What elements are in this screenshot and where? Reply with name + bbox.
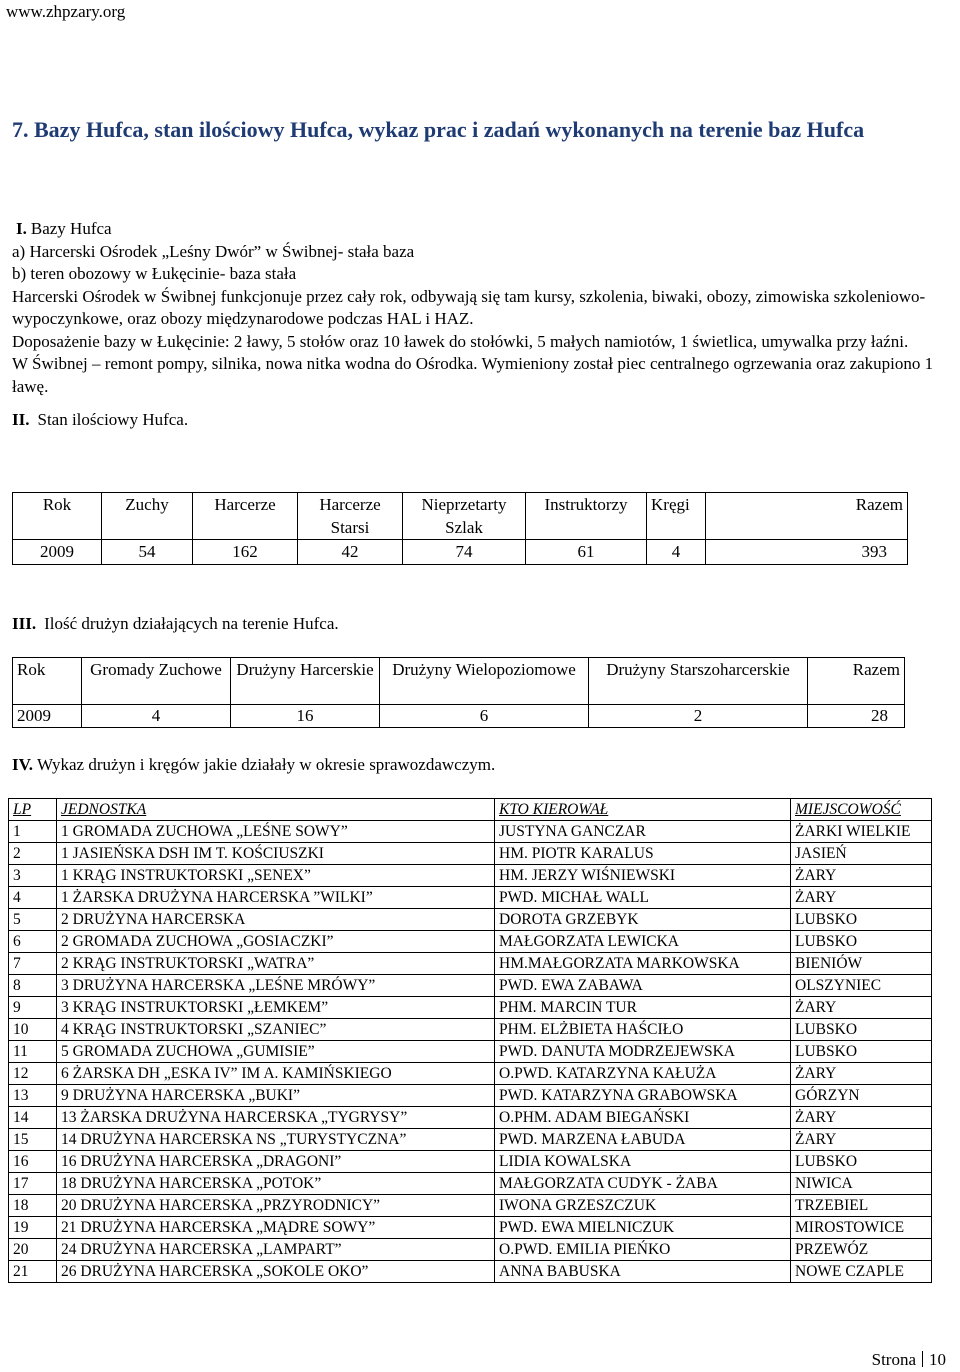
wykaz-cell-jednostka: 4 KRĄG INSTRUKTORSKI „SZANIEC” xyxy=(57,1019,495,1041)
wykaz-cell-jednostka: 3 DRUŻYNA HARCERSKA „LEŚNE MRÓWY” xyxy=(57,975,495,997)
wykaz-cell-kierowal: HM.MAŁGORZATA MARKOWSKA xyxy=(495,953,791,975)
wykaz-cell-jednostka: 1 ŻARSKA DRUŻYNA HARCERSKA ”WILKI” xyxy=(57,887,495,909)
wykaz-cell-lp: 9 xyxy=(9,997,57,1019)
wykaz-cell-miejscowosc: ŻARY xyxy=(791,1107,932,1129)
section-4-numeral: IV. xyxy=(12,755,33,774)
wykaz-row xyxy=(9,1041,932,1063)
stan-header-row xyxy=(13,493,908,540)
wykaz-row xyxy=(9,1019,932,1041)
wykaz-cell-lp: 12 xyxy=(9,1063,57,1085)
stan-col-nieprzetarty: Nieprzetarty Szlak xyxy=(403,493,526,540)
stan-cell: 393 xyxy=(706,540,908,565)
section-1-numeral: I. xyxy=(16,219,27,238)
count-col-starszoharcerskie: Drużyny Starszoharcerskie xyxy=(589,658,808,705)
wykaz-cell-kierowal: HM. PIOTR KARALUS xyxy=(495,843,791,865)
wykaz-cell-miejscowosc: LUBSKO xyxy=(791,1151,932,1173)
wykaz-row xyxy=(9,975,932,997)
wykaz-cell-lp: 7 xyxy=(9,953,57,975)
wykaz-cell-jednostka: 2 GROMADA ZUCHOWA „GOSIACZKI” xyxy=(57,931,495,953)
stan-col-harcerze: Harcerze xyxy=(193,493,298,540)
section-2-numeral: II. xyxy=(12,410,30,429)
stan-cell: 162 xyxy=(193,540,298,565)
stan-col-instruktorzy: Instruktorzy xyxy=(526,493,647,540)
section-4-title xyxy=(12,755,495,775)
wykaz-cell-kierowal: O.PWD. EMILIA PIEŃKO xyxy=(495,1239,791,1261)
page-heading xyxy=(12,114,942,145)
stan-col-harcerze-starsi: Harcerze Starsi xyxy=(298,493,403,540)
wykaz-cell-kierowal: MAŁGORZATA LEWICKA xyxy=(495,931,791,953)
wykaz-cell-kierowal: O.PWD. KATARZYNA KAŁUŻA xyxy=(495,1063,791,1085)
wykaz-cell-kierowal: PWD. MARZENA ŁABUDA xyxy=(495,1129,791,1151)
wykaz-cell-kierowal: IWONA GRZESZCZUK xyxy=(495,1195,791,1217)
wykaz-row xyxy=(9,1239,932,1261)
wykaz-cell-jednostka: 2 KRĄG INSTRUKTORSKI „WATRA” xyxy=(57,953,495,975)
wykaz-cell-miejscowosc: BIENIÓW xyxy=(791,953,932,975)
stan-col-rok: Rok xyxy=(13,493,102,540)
section-4-title-text: Wykaz drużyn i kręgów jakie działały w okresie sprawozdawczym. xyxy=(36,755,496,774)
wykaz-row xyxy=(9,953,932,975)
heading-text: Bazy Hufca, stan ilościowy Hufca, wykaz prac i zadań wykonanych na terenie baz Hufca xyxy=(34,117,865,142)
wykaz-cell-jednostka: 13 ŻARSKA DRUŻYNA HARCERSKA „TYGRYSY” xyxy=(57,1107,495,1129)
section-3-numeral: III. xyxy=(12,614,37,633)
count-col-wielopoziomowe: Drużyny Wielopoziomowe xyxy=(380,658,589,705)
wykaz-col-lp: LP xyxy=(9,799,57,821)
wykaz-cell-jednostka: 1 JASIEŃSKA DSH IM T. KOŚCIUSZKI xyxy=(57,843,495,865)
footer-label: Strona xyxy=(871,1350,916,1369)
wykaz-cell-miejscowosc: NIWICA xyxy=(791,1173,932,1195)
wykaz-cell-jednostka: 1 GROMADA ZUCHOWA „LEŚNE SOWY” xyxy=(57,821,495,843)
base-line-a: a) Harcerski Ośrodek „Leśny Dwór” w Świbnej- stała baza xyxy=(12,241,415,261)
stan-cell: 61 xyxy=(526,540,647,565)
wykaz-cell-lp: 18 xyxy=(9,1195,57,1217)
wykaz-cell-miejscowosc: PRZEWÓZ xyxy=(791,1239,932,1261)
wykaz-row xyxy=(9,1217,932,1239)
wykaz-cell-kierowal: PHM. ELŻBIETA HAŚCIŁO xyxy=(495,1019,791,1041)
wykaz-cell-kierowal: JUSTYNA GANCZAR xyxy=(495,821,791,843)
section-bazy xyxy=(12,218,942,432)
wykaz-row xyxy=(9,1129,932,1151)
wykaz-row xyxy=(9,1173,932,1195)
wykaz-cell-jednostka: 26 DRUŻYNA HARCERSKA „SOKOLE OKO” xyxy=(57,1261,495,1283)
wykaz-cell-miejscowosc: ŻARY xyxy=(791,1129,932,1151)
wykaz-cell-miejscowosc: TRZEBIEL xyxy=(791,1195,932,1217)
wykaz-cell-lp: 13 xyxy=(9,1085,57,1107)
wykaz-cell-miejscowosc: MIROSTOWICE xyxy=(791,1217,932,1239)
stan-cell: 42 xyxy=(298,540,403,565)
wykaz-row xyxy=(9,1151,932,1173)
lukecin-equipment: Doposażenie bazy w Łukęcinie: 2 ławy, 5 stołów oraz 10 ławek do stołówki, 5 małych namiotów, 1 świetlica, umywalka przy łaźni. xyxy=(12,331,909,351)
stan-col-razem: Razem xyxy=(706,493,908,540)
wykaz-cell-jednostka: 20 DRUŻYNA HARCERSKA „PRZYRODNICY” xyxy=(57,1195,495,1217)
wykaz-cell-kierowal: O.PHM. ADAM BIEGAŃSKI xyxy=(495,1107,791,1129)
section-2-title-text: Stan ilościowy Hufca. xyxy=(37,410,189,429)
count-cell: 2 xyxy=(589,705,808,728)
wykaz-row xyxy=(9,1063,932,1085)
section-3-title-text: Ilość drużyn działających na terenie Hufca. xyxy=(44,614,339,633)
count-cell: 6 xyxy=(380,705,589,728)
wykaz-row xyxy=(9,997,932,1019)
wykaz-cell-miejscowosc: LUBSKO xyxy=(791,1041,932,1063)
wykaz-cell-jednostka: 2 DRUŻYNA HARCERSKA xyxy=(57,909,495,931)
wykaz-cell-lp: 1 xyxy=(9,821,57,843)
wykaz-cell-jednostka: 16 DRUŻYNA HARCERSKA „DRAGONI” xyxy=(57,1151,495,1173)
wykaz-cell-lp: 8 xyxy=(9,975,57,997)
wykaz-row xyxy=(9,1107,932,1129)
stan-col-kregi: Kręgi xyxy=(647,493,706,540)
wykaz-cell-lp: 19 xyxy=(9,1217,57,1239)
stan-cell: 4 xyxy=(647,540,706,565)
wykaz-cell-lp: 21 xyxy=(9,1261,57,1283)
wykaz-cell-lp: 5 xyxy=(9,909,57,931)
wykaz-cell-kierowal: PHM. MARCIN TUR xyxy=(495,997,791,1019)
wykaz-cell-jednostka: 6 ŻARSKA DH „ESKA IV” IM A. KAMIŃSKIEGO xyxy=(57,1063,495,1085)
wykaz-cell-miejscowosc: ŻARY xyxy=(791,865,932,887)
wykaz-cell-miejscowosc: NOWE CZAPLE xyxy=(791,1261,932,1283)
section-1-title-text: Bazy Hufca xyxy=(30,219,112,238)
wykaz-cell-kierowal: ANNA BABUSKA xyxy=(495,1261,791,1283)
count-col-razem: Razem xyxy=(808,658,905,705)
wykaz-cell-lp: 2 xyxy=(9,843,57,865)
wykaz-cell-miejscowosc: LUBSKO xyxy=(791,909,932,931)
wykaz-col-kto-kierowal: KTO KIEROWAŁ xyxy=(495,799,791,821)
wykaz-cell-kierowal: DOROTA GRZEBYK xyxy=(495,909,791,931)
wykaz-cell-kierowal: PWD. EWA ZABAWA xyxy=(495,975,791,997)
count-data-row xyxy=(13,705,905,728)
wykaz-table xyxy=(8,798,932,1283)
count-header-row xyxy=(13,658,905,705)
wykaz-cell-jednostka: 24 DRUŻYNA HARCERSKA „LAMPART” xyxy=(57,1239,495,1261)
wykaz-cell-lp: 14 xyxy=(9,1107,57,1129)
wykaz-row xyxy=(9,1195,932,1217)
wykaz-col-jednostka: JEDNOSTKA xyxy=(57,799,495,821)
wykaz-cell-lp: 17 xyxy=(9,1173,57,1195)
count-cell: 28 xyxy=(808,705,905,728)
wykaz-cell-lp: 10 xyxy=(9,1019,57,1041)
wykaz-cell-lp: 20 xyxy=(9,1239,57,1261)
stan-cell: 74 xyxy=(403,540,526,565)
wykaz-cell-jednostka: 3 KRĄG INSTRUKTORSKI „ŁEMKEM” xyxy=(57,997,495,1019)
heading-number: 7. xyxy=(12,117,29,142)
wykaz-cell-kierowal: LIDIA KOWALSKA xyxy=(495,1151,791,1173)
count-cell: 4 xyxy=(82,705,231,728)
footer-separator xyxy=(922,1351,923,1367)
wykaz-cell-kierowal: MAŁGORZATA CUDYK - ŻABA xyxy=(495,1173,791,1195)
wykaz-cell-jednostka: 5 GROMADA ZUCHOWA „GUMISIE” xyxy=(57,1041,495,1063)
wykaz-row xyxy=(9,909,932,931)
wykaz-cell-miejscowosc: ŻARKI WIELKIE xyxy=(791,821,932,843)
wykaz-row xyxy=(9,865,932,887)
wykaz-row xyxy=(9,1085,932,1107)
wykaz-cell-kierowal: PWD. MICHAŁ WALL xyxy=(495,887,791,909)
stan-cell: 54 xyxy=(102,540,193,565)
count-col-gromady: Gromady Zuchowe xyxy=(82,658,231,705)
count-cell: 2009 xyxy=(13,705,82,728)
wykaz-cell-miejscowosc: JASIEŃ xyxy=(791,843,932,865)
stan-data-row xyxy=(13,540,908,565)
wykaz-cell-jednostka: 14 DRUŻYNA HARCERSKA NS „TURYSTYCZNA” xyxy=(57,1129,495,1151)
wykaz-cell-miejscowosc: LUBSKO xyxy=(791,931,932,953)
page-footer xyxy=(872,1350,946,1370)
count-col-harcerskie: Drużyny Harcerskie xyxy=(231,658,380,705)
druzyny-count-table xyxy=(12,657,905,728)
site-url[interactable]: www.zhpzary.org xyxy=(6,2,126,21)
wykaz-cell-miejscowosc: ŻARY xyxy=(791,1063,932,1085)
stan-col-zuchy: Zuchy xyxy=(102,493,193,540)
page-number: 10 xyxy=(929,1350,946,1369)
wykaz-cell-lp: 6 xyxy=(9,931,57,953)
base-line-b: b) teren obozowy w Łukęcinie- baza stała xyxy=(12,264,297,283)
section-2-title xyxy=(12,409,942,432)
wykaz-body xyxy=(9,821,932,1283)
swibna-repairs: W Świbnej – remont pompy, silnika, nowa nitka wodna do Ośrodka. Wymieniony został piec centralnego ogrzewania oraz zakupiono 1 ławę. xyxy=(12,354,934,396)
wykaz-cell-jednostka: 18 DRUŻYNA HARCERSKA „POTOK” xyxy=(57,1173,495,1195)
wykaz-cell-kierowal: PWD. KATARZYNA GRABOWSKA xyxy=(495,1085,791,1107)
count-cell: 16 xyxy=(231,705,380,728)
wykaz-cell-kierowal: PWD. DANUTA MODRZEJEWSKA xyxy=(495,1041,791,1063)
wykaz-cell-miejscowosc: LUBSKO xyxy=(791,1019,932,1041)
section-1-title xyxy=(12,218,942,241)
wykaz-cell-jednostka: 9 DRUŻYNA HARCERSKA „BUKI” xyxy=(57,1085,495,1107)
wykaz-cell-lp: 4 xyxy=(9,887,57,909)
wykaz-cell-miejscowosc: OLSZYNIEC xyxy=(791,975,932,997)
wykaz-cell-miejscowosc: ŻARY xyxy=(791,887,932,909)
wykaz-cell-miejscowosc: ŻARY xyxy=(791,997,932,1019)
wykaz-cell-lp: 15 xyxy=(9,1129,57,1151)
wykaz-cell-jednostka: 21 DRUŻYNA HARCERSKA „MĄDRE SOWY” xyxy=(57,1217,495,1239)
wykaz-cell-kierowal: HM. JERZY WIŚNIEWSKI xyxy=(495,865,791,887)
wykaz-cell-lp: 11 xyxy=(9,1041,57,1063)
wykaz-header-row xyxy=(9,799,932,821)
wykaz-row xyxy=(9,1261,932,1283)
section-3-title xyxy=(12,614,339,634)
wykaz-cell-lp: 3 xyxy=(9,865,57,887)
count-col-rok: Rok xyxy=(13,658,82,705)
swibna-description: Harcerski Ośrodek w Świbnej funkcjonuje przez cały rok, odbywają się tam kursy, szkolenia, biwaki, obozy, zimowiska szkoleniowo-wypoczynkowe, oraz obozy międzynarodowe podczas HAL i HAZ. xyxy=(12,286,926,328)
wykaz-row xyxy=(9,843,932,865)
wykaz-row xyxy=(9,887,932,909)
wykaz-row xyxy=(9,931,932,953)
wykaz-cell-jednostka: 1 KRĄG INSTRUKTORSKI „SENEX” xyxy=(57,865,495,887)
wykaz-cell-lp: 16 xyxy=(9,1151,57,1173)
wykaz-col-miejscowosc: MIEJSCOWOŚĆ xyxy=(791,799,932,821)
wykaz-row xyxy=(9,821,932,843)
wykaz-cell-kierowal: PWD. EWA MIELNICZUK xyxy=(495,1217,791,1239)
stan-cell: 2009 xyxy=(13,540,102,565)
wykaz-cell-miejscowosc: GÓRZYN xyxy=(791,1085,932,1107)
stan-table xyxy=(12,492,908,565)
